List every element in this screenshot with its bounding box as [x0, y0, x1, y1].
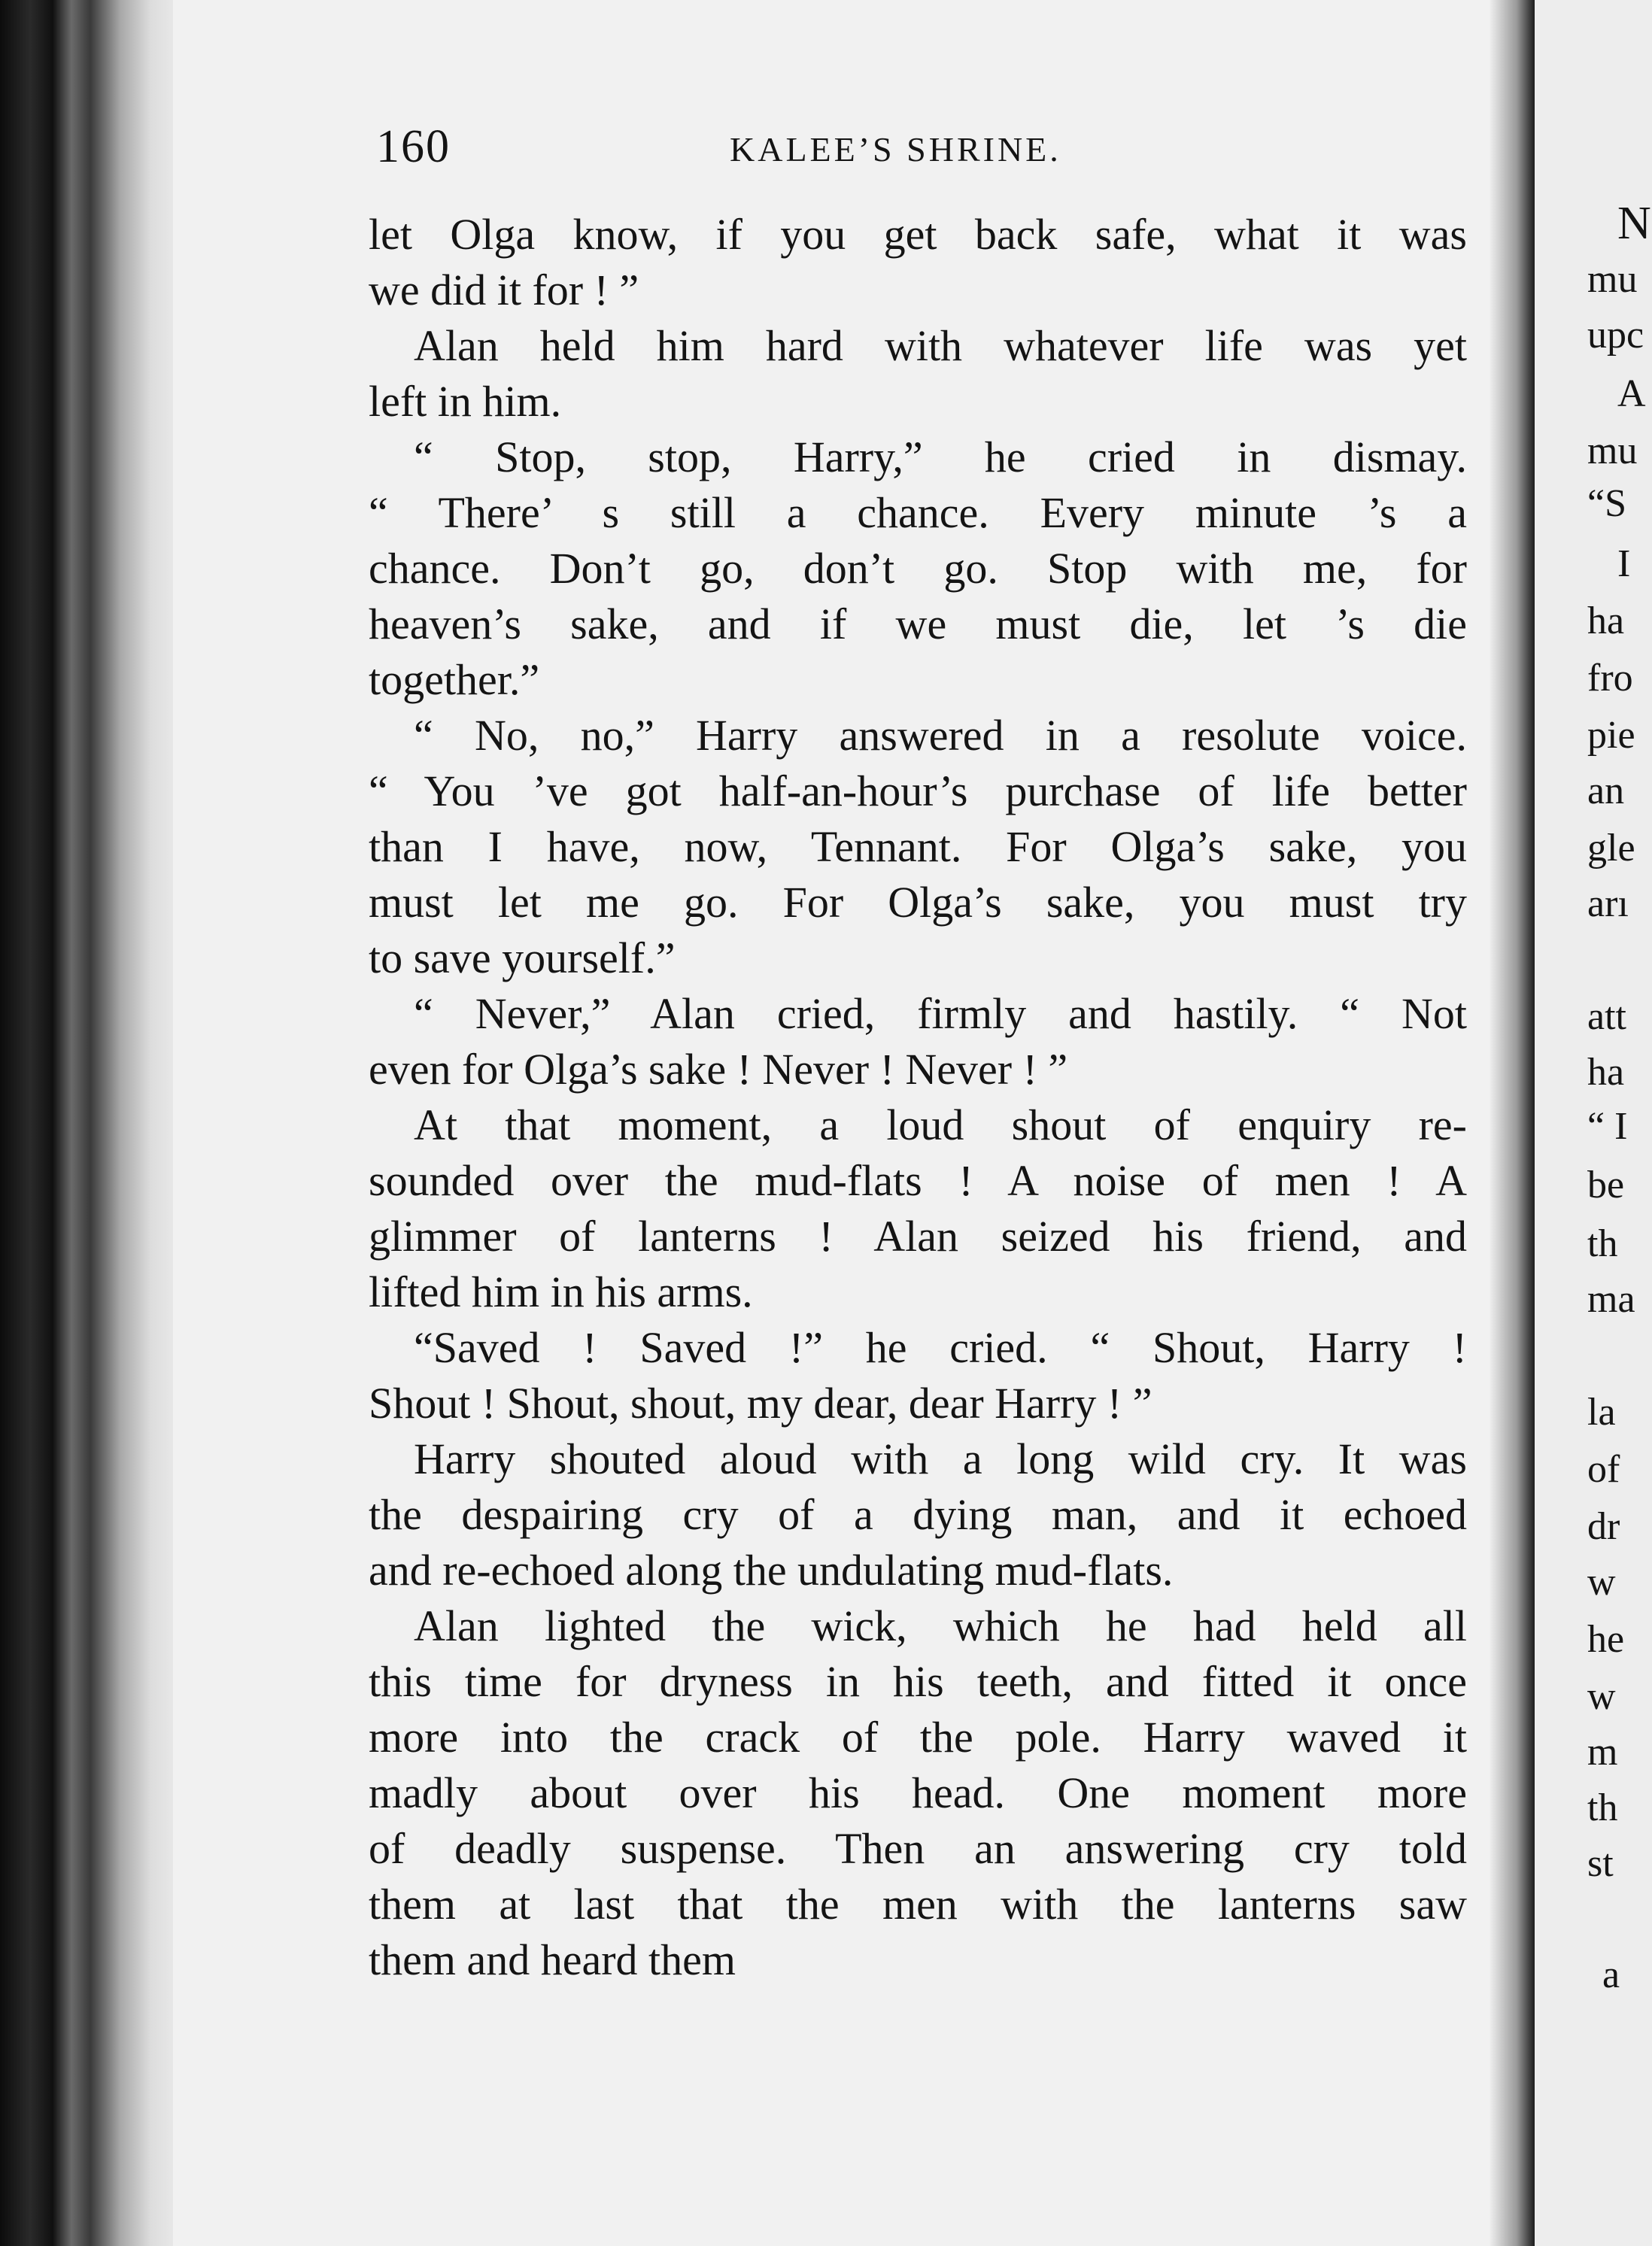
facing-page-fragment: st: [1587, 1842, 1614, 1885]
facing-page-fragment: A: [1617, 372, 1646, 415]
facing-page-fragment: ha: [1587, 1051, 1625, 1094]
facing-page-fragment: m: [1587, 1731, 1618, 1774]
text-line: left in him.: [369, 377, 562, 426]
text-line: even for Olga’s sake ! Never ! Never ! ”: [369, 1045, 1068, 1094]
text-line: “ Stop, stop, Harry,” he cried in dismay.: [414, 433, 1467, 481]
facing-page-fragment: th: [1587, 1222, 1618, 1265]
facing-page-fragment: he: [1587, 1618, 1625, 1661]
facing-page-fragment: “ I: [1587, 1105, 1628, 1148]
text-line: them and heard them: [369, 1935, 736, 1984]
text-line: the despairing cry of a dying man, and it echoed: [369, 1490, 1467, 1539]
facing-page-fragment: ha: [1587, 599, 1625, 642]
facing-page-fragment: I: [1617, 542, 1631, 585]
text-line: madly about over his head. One moment more: [369, 1768, 1467, 1817]
facing-page-fragment: an: [1587, 769, 1625, 812]
text-line: of deadly suspense. Then an answering cry told: [369, 1824, 1467, 1873]
text-line: to save yourself.”: [369, 933, 676, 982]
facing-page-fragment: of: [1587, 1448, 1620, 1491]
text-line: together.”: [369, 655, 540, 704]
text-line: “ There’ s still a chance. Every minute ’s a: [369, 488, 1467, 537]
facing-page-fragment: a: [1602, 1953, 1620, 1996]
text-line: Harry shouted aloud with a long wild cry. It was: [414, 1434, 1467, 1483]
text-line: “Saved ! Saved !” he cried. “ Shout, Harry !: [414, 1323, 1467, 1372]
text-line: Alan lighted the wick, which he had held all: [414, 1601, 1467, 1650]
text-line: “ No, no,” Harry answered in a resolute voice.: [414, 711, 1467, 760]
facing-page-fragment: be: [1587, 1164, 1625, 1206]
facing-page-fragment: pie: [1587, 714, 1635, 757]
facing-page: [1535, 0, 1652, 2246]
text-line: Alan held him hard with whatever life was yet: [414, 321, 1467, 370]
text-line: “ You ’ve got half-an-hour’s purchase of life better: [369, 766, 1467, 815]
text-line: Shout ! Shout, shout, my dear, dear Harry ! ”: [369, 1379, 1152, 1428]
facing-page-fragment: dr: [1587, 1505, 1620, 1548]
body-text: [369, 207, 1467, 1988]
facing-page-fragment: w: [1587, 1561, 1616, 1604]
facing-page-fragment: fro: [1587, 657, 1633, 700]
facing-page-fragment: arı: [1587, 882, 1629, 925]
text-line: glimmer of lanterns ! Alan seized his friend, and: [369, 1212, 1467, 1261]
facing-page-fragment: gle: [1587, 827, 1635, 870]
text-line: and re-echoed along the undulating mud-flats.: [369, 1546, 1174, 1595]
running-head: KALEE’S SHRINE.: [730, 130, 1061, 168]
text-line: we did it for ! ”: [369, 266, 639, 314]
text-line: chance. Don’t go, don’t go. Stop with me, for: [369, 544, 1467, 593]
facing-page-fragment: N: [1617, 198, 1651, 249]
text-line: heaven’s sake, and if we must die, let ’s die: [369, 599, 1467, 648]
text-line: sounded over the mud-flats ! A noise of men ! A: [369, 1156, 1467, 1205]
facing-page-fragment: la: [1587, 1391, 1616, 1434]
facing-page-fragment: ma: [1587, 1278, 1635, 1321]
book-edge-left: [0, 0, 188, 2246]
text-line: “ Never,” Alan cried, firmly and hastily. “ Not: [414, 989, 1467, 1038]
text-line: them at last that the men with the lanterns saw: [369, 1880, 1467, 1929]
text-line: more into the crack of the pole. Harry waved it: [369, 1713, 1467, 1762]
text-line: than I have, now, Tennant. For Olga’s sake, you: [369, 822, 1467, 871]
text-line: At that moment, a loud shout of enquiry re-: [414, 1100, 1467, 1149]
text-line: lifted him in his arms.: [369, 1267, 753, 1316]
facing-page-fragment: upc: [1587, 314, 1644, 357]
facing-page-fragment: mu: [1587, 258, 1638, 301]
facing-page-fragment: att: [1587, 995, 1626, 1038]
text-line: this time for dryness in his teeth, and fitted it once: [369, 1657, 1467, 1706]
text-line: let Olga know, if you get back safe, what it was: [369, 210, 1467, 259]
page-number: 160: [376, 121, 451, 172]
facing-page-fragment: w: [1587, 1675, 1616, 1718]
facing-page-fragment: mu: [1587, 429, 1638, 472]
book-gutter: [1490, 0, 1535, 2246]
text-line: must let me go. For Olga’s sake, you must try: [369, 878, 1467, 927]
facing-page-fragment: “S: [1587, 482, 1626, 525]
facing-page-fragment: th: [1587, 1786, 1618, 1829]
